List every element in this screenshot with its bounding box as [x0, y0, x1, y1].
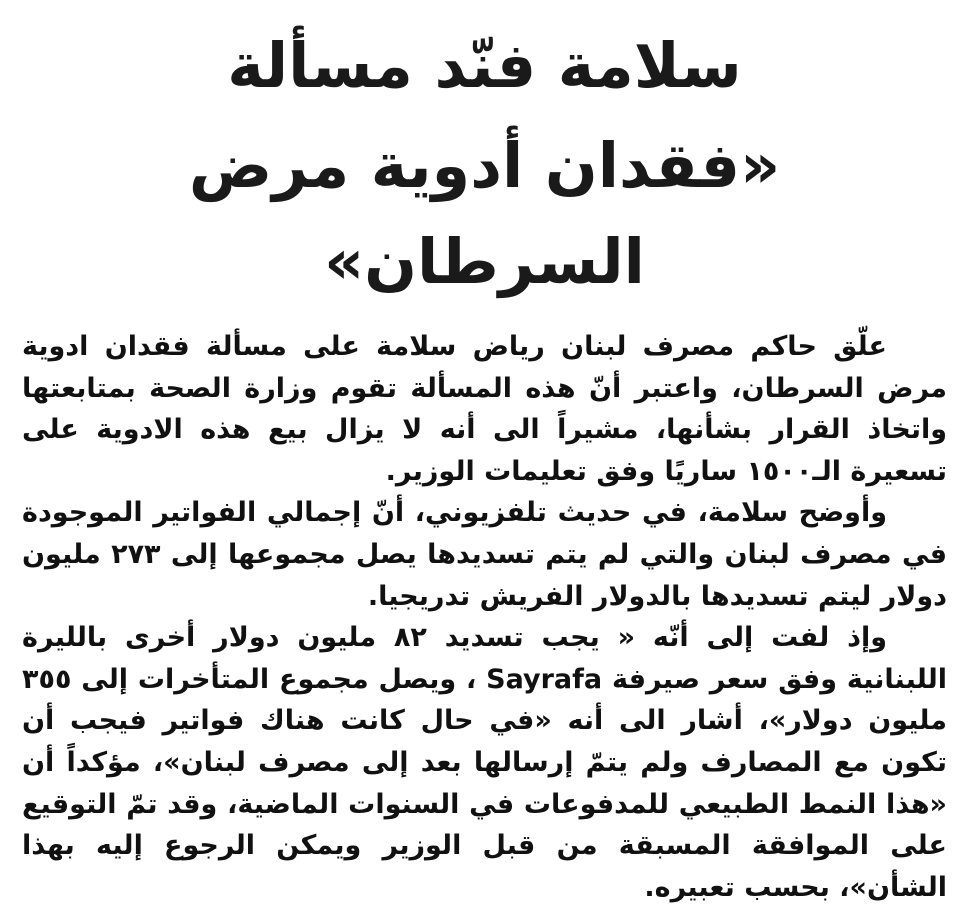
- headline-line-1: سلامة فنّد مسألة: [227, 29, 742, 102]
- paragraph-3: [22, 617, 947, 908]
- article-body: [22, 326, 947, 908]
- sayrafa-term: Sayrafa: [486, 663, 603, 695]
- paragraph-1: علّق حاكم مصرف لبنان رياض سلامة على مسألة فقدان ادوية مرض السرطان، واعتبر أنّ هذه المسألة تقوم وزارة الصحة بمتابعتها واتخاذ القرار بشأنها، مشيراً الى أنه لا يزال بيع هذه الادوية على تسعيرة الـ١٥٠٠ ساريًا وفق تعليمات الوزير.: [22, 331, 947, 487]
- headline: [22, 14, 947, 310]
- paragraph-3-part-1: وإذ لفت إلى أنّه « يجب تسديد ٨٢ مليون دولار أخرى بالليرة اللبنانية وفق سعر صيرفة: [22, 622, 948, 695]
- paragraph-3-part-2: ، ويصل مجموع المتأخرات إلى ٣٥٥ مليون دولار»، أشار الى أنه «في حال كانت هناك فواتير فيجب أن تكون مع المصارف ولم يتمّ إرسالها بعد إلى مصرف لبنان»، مؤكداً أن «هذا النمط الطبيعي للمدفوعات في السنوات الماضية، وقد تمّ التوقيع على الموافقة المسبقة من قبل الوزير ويمكن الرجوع إليه بهذا الشأن»، بحسب تعبيره.: [22, 663, 947, 903]
- paragraph-2: وأوضح سلامة، في حديث تلفزيوني، أنّ إجمالي الفواتير الموجودة في مصرف لبنان والتي لم يتم تسديدها يصل مجموعها إلى ٢٧٣ مليون دولار ليتم تسديدها بالدولار الفريش تدريجيا.: [22, 497, 947, 612]
- headline-line-2: «فقدان أدوية مرض السرطان»: [188, 129, 781, 298]
